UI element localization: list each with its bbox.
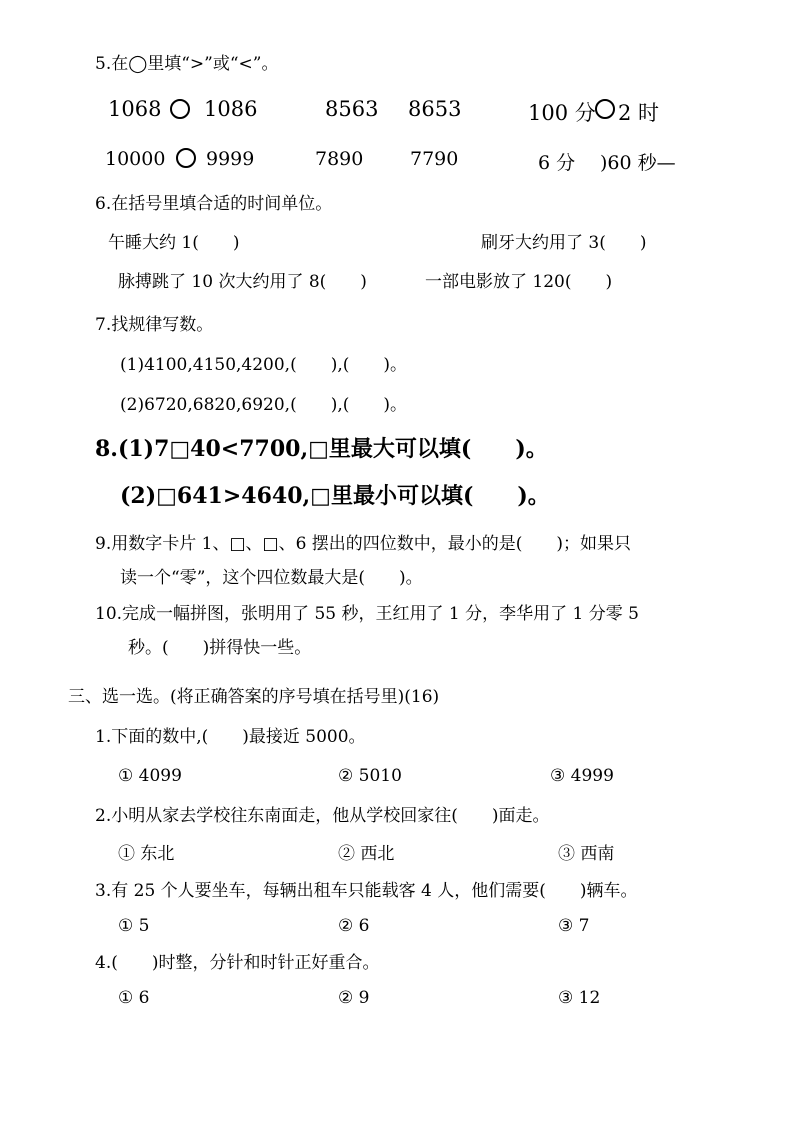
- q5-r2-b-left: 7890: [315, 148, 364, 170]
- q8-part1: 8.(1)7□40<7700,□里最大可以填( )。: [95, 436, 548, 462]
- s3-q4-option-1[interactable]: ① 6: [118, 988, 150, 1008]
- q5-r1-c-left: 100 分: [528, 101, 596, 125]
- q8-part2: (2)□641>4640,□里最小可以填( )。: [120, 483, 550, 509]
- q5-r2-a-left: 10000: [105, 148, 166, 170]
- compare-circle[interactable]: [170, 99, 190, 120]
- compare-circle[interactable]: [595, 99, 615, 120]
- s3-q2-option-2[interactable]: ② 西北: [338, 844, 395, 864]
- q5-r2-c-right: )60 秒—: [600, 152, 676, 174]
- s3-q3-option-1[interactable]: ① 5: [118, 916, 150, 936]
- q5-r2-c-left: 6 分: [538, 152, 576, 174]
- q10-line1: 10.完成一幅拼图，张明用了 55 秒，王红用了 1 分，李华用了 1 分零 5: [95, 604, 639, 624]
- s3-q2-text: 2.小明从家去学校往东南面走，他从学校回家往( )面走。: [95, 806, 550, 826]
- s3-q3-text: 3.有 25 个人要坐车，每辆出租车只能载客 4 人，他们需要( )辆车。: [95, 881, 638, 901]
- q5-r1-c-right: 2 时: [618, 101, 660, 125]
- s3-q1-text: 1.下面的数中,( )最接近 5000。: [95, 727, 366, 747]
- q5-r1-b-right: 8653: [408, 97, 462, 121]
- q5-r2-a-right: 9999: [206, 148, 255, 170]
- q5-r1-b-left: 8563: [325, 97, 379, 121]
- q6-line2-a: 脉搏跳了 10 次大约用了 8( ): [118, 272, 367, 292]
- q7-part2: (2)6720,6820,6920,( ),( )。: [120, 395, 408, 415]
- section3-title: 三、选一选。(将正确答案的序号填在括号里)(16): [68, 687, 440, 707]
- s3-q1-option-3[interactable]: ③ 4999: [550, 766, 614, 786]
- q7-part1: (1)4100,4150,4200,( ),( )。: [120, 355, 408, 375]
- q5-r2-b-right: 7790: [410, 148, 459, 170]
- q6-line2-b: 一部电影放了 120( ): [425, 272, 613, 292]
- s3-q4-text: 4.( )时整，分针和时针正好重合。: [95, 953, 380, 973]
- q6-line1-a: 午睡大约 1( ): [108, 233, 240, 253]
- s3-q1-option-2[interactable]: ② 5010: [338, 766, 402, 786]
- s3-q3-option-3[interactable]: ③ 7: [558, 916, 590, 936]
- q6-title: 6.在括号里填合适的时间单位。: [95, 194, 333, 214]
- q9-line1: 9.用数字卡片 1、□、□、6 摆出的四位数中，最小的是( )；如果只: [95, 534, 632, 554]
- s3-q1-option-1[interactable]: ① 4099: [118, 766, 182, 786]
- s3-q4-option-2[interactable]: ② 9: [338, 988, 370, 1008]
- s3-q2-option-1[interactable]: ① 东北: [118, 844, 175, 864]
- q5-title: 5.在◯里填“>”或“<”。: [95, 54, 279, 74]
- s3-q2-option-3[interactable]: ③ 西南: [558, 844, 615, 864]
- q5-r1-a-right: 1086: [204, 97, 258, 121]
- q6-line1-b: 刷牙大约用了 3( ): [481, 233, 647, 253]
- compare-circle[interactable]: [176, 148, 196, 169]
- q7-title: 7.找规律写数。: [95, 315, 214, 335]
- s3-q4-option-3[interactable]: ③ 12: [558, 988, 601, 1008]
- q5-r1-a-left: 1068: [108, 97, 162, 121]
- q10-line2: 秒。( )拼得快一些。: [128, 638, 312, 658]
- s3-q3-option-2[interactable]: ② 6: [338, 916, 370, 936]
- q9-line2: 读一个“零”，这个四位数最大是( )。: [120, 568, 423, 588]
